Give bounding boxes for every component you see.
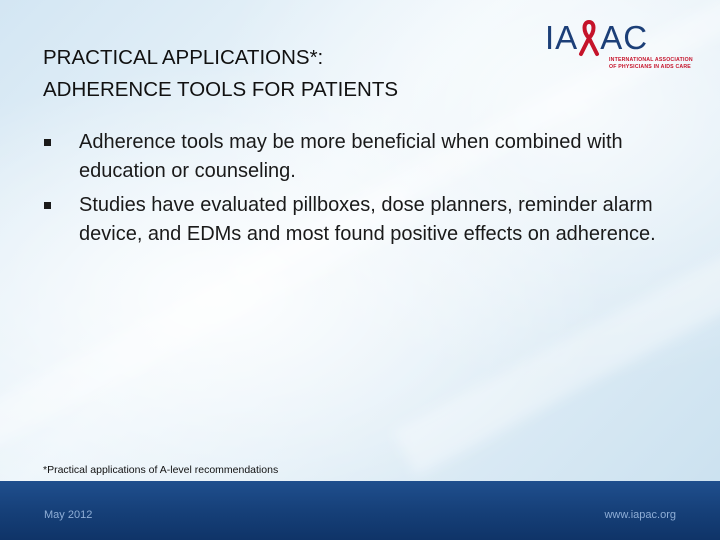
bullet-list: [40, 128, 680, 254]
logo-letters-right: AC: [600, 19, 649, 56]
square-bullet-icon: [44, 202, 51, 209]
logo-subtitle-line-1: INTERNATIONAL ASSOCIATION: [609, 57, 693, 63]
bullet-text: Adherence tools may be more beneficial when combined with education or counseling.: [79, 131, 623, 182]
slide-title: [43, 42, 503, 106]
red-ribbon-icon: [578, 18, 600, 58]
footer-website[interactable]: www.iapac.org: [604, 509, 676, 521]
bullet-item: [40, 128, 680, 186]
logo-letters: [545, 18, 648, 58]
footer-bar: [0, 481, 720, 540]
slide-title-line-2: ADHERENCE TOOLS FOR PATIENTS: [43, 78, 399, 101]
bullet-text: Studies have evaluated pillboxes, dose planners, reminder alarm device, and EDMs and most found positive effects on adherence.: [79, 194, 656, 245]
square-bullet-icon: [44, 139, 51, 146]
logo-letters-left: IA: [545, 19, 579, 56]
footer-date: May 2012: [44, 509, 93, 521]
slide-title-line-1: PRACTICAL APPLICATIONS*:: [43, 46, 324, 69]
bullet-item: [40, 191, 680, 249]
iapac-logo: [545, 18, 705, 76]
logo-subtitle: [609, 57, 693, 71]
background-streak: [393, 234, 720, 475]
logo-subtitle-line-2: OF PHYSICIANS IN AIDS CARE: [609, 64, 691, 70]
footnote: *Practical applications of A-level recommendations: [43, 464, 279, 476]
